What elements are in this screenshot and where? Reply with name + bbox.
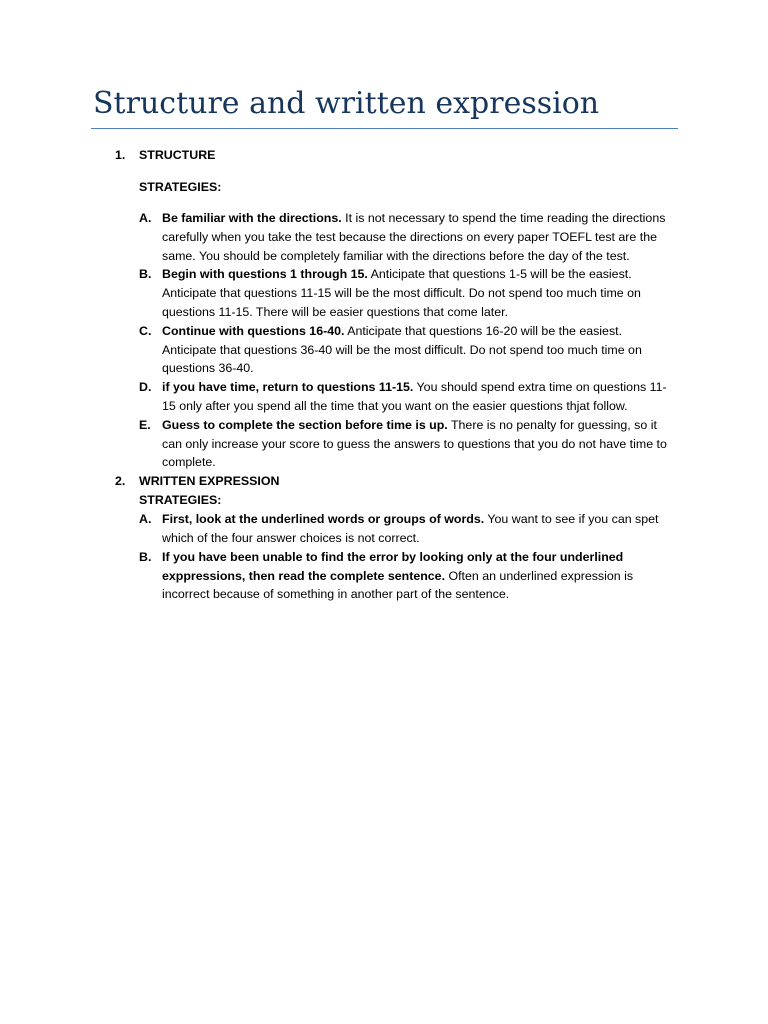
section-2-strategies-label: STRATEGIES: <box>139 493 222 508</box>
strategy-letter: B. <box>139 267 152 282</box>
strategy-lead: Be familiar with the directions. <box>162 211 342 225</box>
strategy-lead: Guess to complete the section before time is up. <box>162 417 448 432</box>
strategy-item <box>115 378 685 416</box>
document-body <box>115 146 685 604</box>
strategy-text: Anticipate that questions 16-20 will be the easiest. Anticipate that questions 36-40 will be the most difficult. Do not spend too much time on questions 36-40. <box>162 323 642 376</box>
strategy-lead: If you have been unable to find the error by looking only at the four underlined exppressions, then read the complete sentence. <box>162 549 624 583</box>
strategy-item <box>115 322 685 378</box>
section-1-heading <box>115 146 685 165</box>
strategy-item <box>115 510 685 548</box>
strategy-lead: if you have time, return to questions 11-15. <box>162 380 414 395</box>
section-1-strategy-list <box>115 209 685 472</box>
section-2-number: 2. <box>115 474 126 489</box>
strategy-text: Anticipate that questions 1-5 will be the easiest. Anticipate that questions 11-15 will be the most difficult. Do not spend too much time on questions 11-15. There will be easier questions that come later. <box>162 267 641 319</box>
strategy-letter: E. <box>139 417 151 432</box>
section-1-strategies-label: STRATEGIES: <box>139 180 222 194</box>
strategy-item <box>115 265 685 321</box>
strategy-text: You want to see if you can spet which of the four answer choices is not correct. <box>162 512 659 545</box>
strategy-text: Often an underlined expression is incorrect because of something in another part of the sentence. <box>162 568 634 602</box>
section-1-number: 1. <box>115 148 126 162</box>
strategy-text: You should spend extra time on questions 11-15 only after you spend all the time that you want on the easier questions thjat follow. <box>162 380 667 413</box>
strategy-text: There is no penalty for guessing, so it can only increase your score to guess the answers to questions that you do not have time to complete. <box>162 417 667 470</box>
strategy-letter: C. <box>139 323 152 338</box>
strategy-text: It is not necessary to spend the time reading the directions carefully when you take the test because the directions on every paper TOEFL test are the same. You should be completely familiar with the directions before the day of the test. <box>162 211 666 263</box>
strategy-letter: B. <box>139 549 152 564</box>
strategy-letter: D. <box>139 380 152 395</box>
strategy-letter: A. <box>139 512 152 527</box>
strategy-lead: First, look at the underlined words or groups of words. <box>162 512 485 527</box>
section-2-strategy-list <box>115 510 685 604</box>
strategy-letter: A. <box>139 211 152 225</box>
section-2-title: WRITTEN EXPRESSION <box>139 474 280 489</box>
strategy-item <box>115 548 685 604</box>
section-2-heading <box>115 472 685 491</box>
strategy-item <box>115 416 685 472</box>
section-1-title: STRUCTURE <box>139 148 216 162</box>
title-underline-rule <box>91 128 678 129</box>
strategy-lead: Begin with questions 1 through 15. <box>162 267 368 282</box>
document-title: Structure and written expression <box>93 86 600 121</box>
strategy-item <box>115 209 685 265</box>
strategy-lead: Continue with questions 16-40. <box>162 323 345 338</box>
